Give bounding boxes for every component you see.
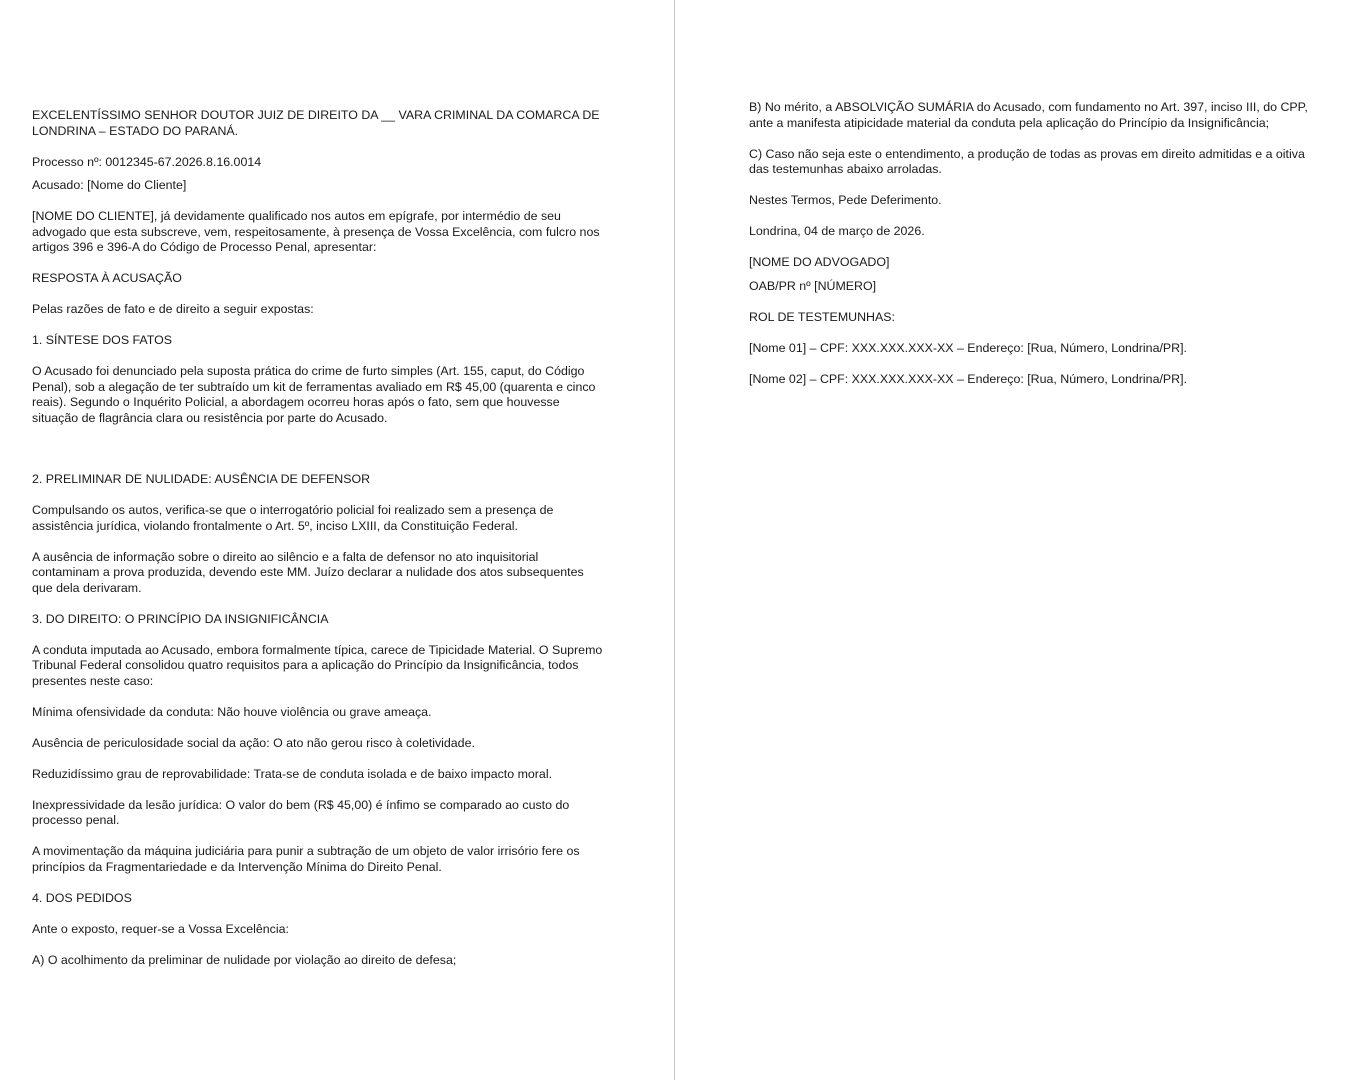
requirement-2: Ausência de periculosidade social da ação: O ato não gerou risco à coletividade. — [32, 735, 475, 750]
closing-line: Nestes Termos, Pede Deferimento. — [749, 193, 942, 207]
request-b: B) No mérito, a ABSOLVIÇÃO SUMÁRIA do Acusado, com fundamento no Art. 397, inciso III, do CPP, ante a manifesta atipicidade material da conduta pela aplicação do Princípio da Insignificância; — [749, 100, 1308, 130]
request-a: A) O acolhimento da preliminar de nulidade por violação ao direito de defesa; — [32, 952, 457, 967]
requirement-4: Inexpressividade da lesão jurídica: O valor do bem (R$ 45,00) é ínfimo se comparado ao custo do processo penal. — [32, 797, 570, 827]
process-number: Processo nº: 0012345-67.2026.8.16.0014 — [32, 154, 262, 169]
section-4-title: 4. DOS PEDIDOS — [32, 890, 132, 905]
section-1-paragraph: O Acusado foi denunciado pela suposta prática do crime de furto simples (Art. 155, caput, do Código Penal), sob a alegação de ter subtraído um kit de ferramentas avaliado em R$ 45,00 (quarenta e cinco reais). Segundo o Inquérito Policial, a abordagem ocorreu horas após o fato, sem que houvesse situação de flagrância clara ou resistência por parte do Acusado. — [32, 364, 596, 425]
witness-2: [Nome 02] – CPF: XXX.XXX.XXX-XX – Endereço: [Rua, Número, Londrina/PR]. — [749, 371, 1188, 386]
defendant-line: Acusado: [Nome do Cliente] — [32, 178, 187, 192]
court-header: EXCELENTÍSSIMO SENHOR DOUTOR JUIZ DE DIREITO DA __ VARA CRIMINAL DA COMARCA DE LONDRINA – ESTADO DO PARANÁ. — [32, 108, 600, 138]
section-4-intro: Ante o exposto, requer-se a Vossa Excelência: — [32, 921, 289, 936]
request-c: C) Caso não seja este o entendimento, a produção de todas as provas em direito admitidas e a oitiva das testemunhas abaixo arroladas. — [749, 146, 1305, 176]
section-1-title: 1. SÍNTESE DOS FATOS — [32, 333, 173, 347]
witness-1: [Nome 01] – CPF: XXX.XXX.XXX-XX – Endereço: [Rua, Número, Londrina/PR]. — [749, 340, 1188, 355]
oab-number: OAB/PR nº [NÚMERO] — [749, 278, 877, 293]
document-page-left — [0, 0, 674, 1080]
document-title: RESPOSTA À ACUSAÇÃO — [32, 271, 182, 285]
witness-list-title: ROL DE TESTEMUNHAS: — [749, 309, 895, 324]
place-date: Londrina, 04 de março de 2026. — [749, 224, 925, 238]
intro-paragraph: [NOME DO CLIENTE], já devidamente qualificado nos autos em epígrafe, por intermédio de seu advogado que esta subscreve, vem, respeitosamente, à presença de Vossa Excelência, com fulcro nos artigos 396 e 396-A do Código de Processo Penal, apresentar: — [32, 209, 600, 254]
section-2-paragraph-2: A ausência de informação sobre o direito ao silêncio e a falta de defensor no ato inquisitorial contaminam a prova produzida, devendo este MM. Juízo declarar a nulidade dos atos subsequentes que dela derivaram. — [32, 549, 584, 595]
document-page-right — [675, 0, 1350, 1080]
section-3-paragraph-1: A conduta imputada ao Acusado, embora formalmente típica, carece de Tipicidade Material. O Supremo Tribunal Federal consolidou quatro requisitos para a aplicação do Princípio da Insignificância, todos presentes neste caso: — [32, 642, 603, 688]
requirement-1: Mínima ofensividade da conduta: Não houve violência ou grave ameaça. — [32, 704, 432, 719]
section-2-title: 2. PRELIMINAR DE NULIDADE: AUSÊNCIA DE DEFENSOR — [32, 472, 371, 486]
section-3-title: 3. DO DIREITO: O PRINCÍPIO DA INSIGNIFICÂNCIA — [32, 611, 329, 626]
reasons-line: Pelas razões de fato e de direito a seguir expostas: — [32, 302, 314, 316]
section-2-paragraph-1: Compulsando os autos, verifica-se que o interrogatório policial foi realizado sem a presença de assistência jurídica, violando frontalmente o Art. 5º, inciso LXIII, da Constituição Federal. — [32, 503, 554, 533]
lawyer-name: [NOME DO ADVOGADO] — [749, 255, 890, 269]
requirement-3: Reduzidíssimo grau de reprovabilidade: Trata-se de conduta isolada e de baixo impacto moral. — [32, 766, 553, 781]
section-3-paragraph-2: A movimentação da máquina judiciária para punir a subtração de um objeto de valor irrisório fere os princípios da Fragmentariedade e da Intervenção Mínima do Direito Penal. — [32, 844, 580, 874]
